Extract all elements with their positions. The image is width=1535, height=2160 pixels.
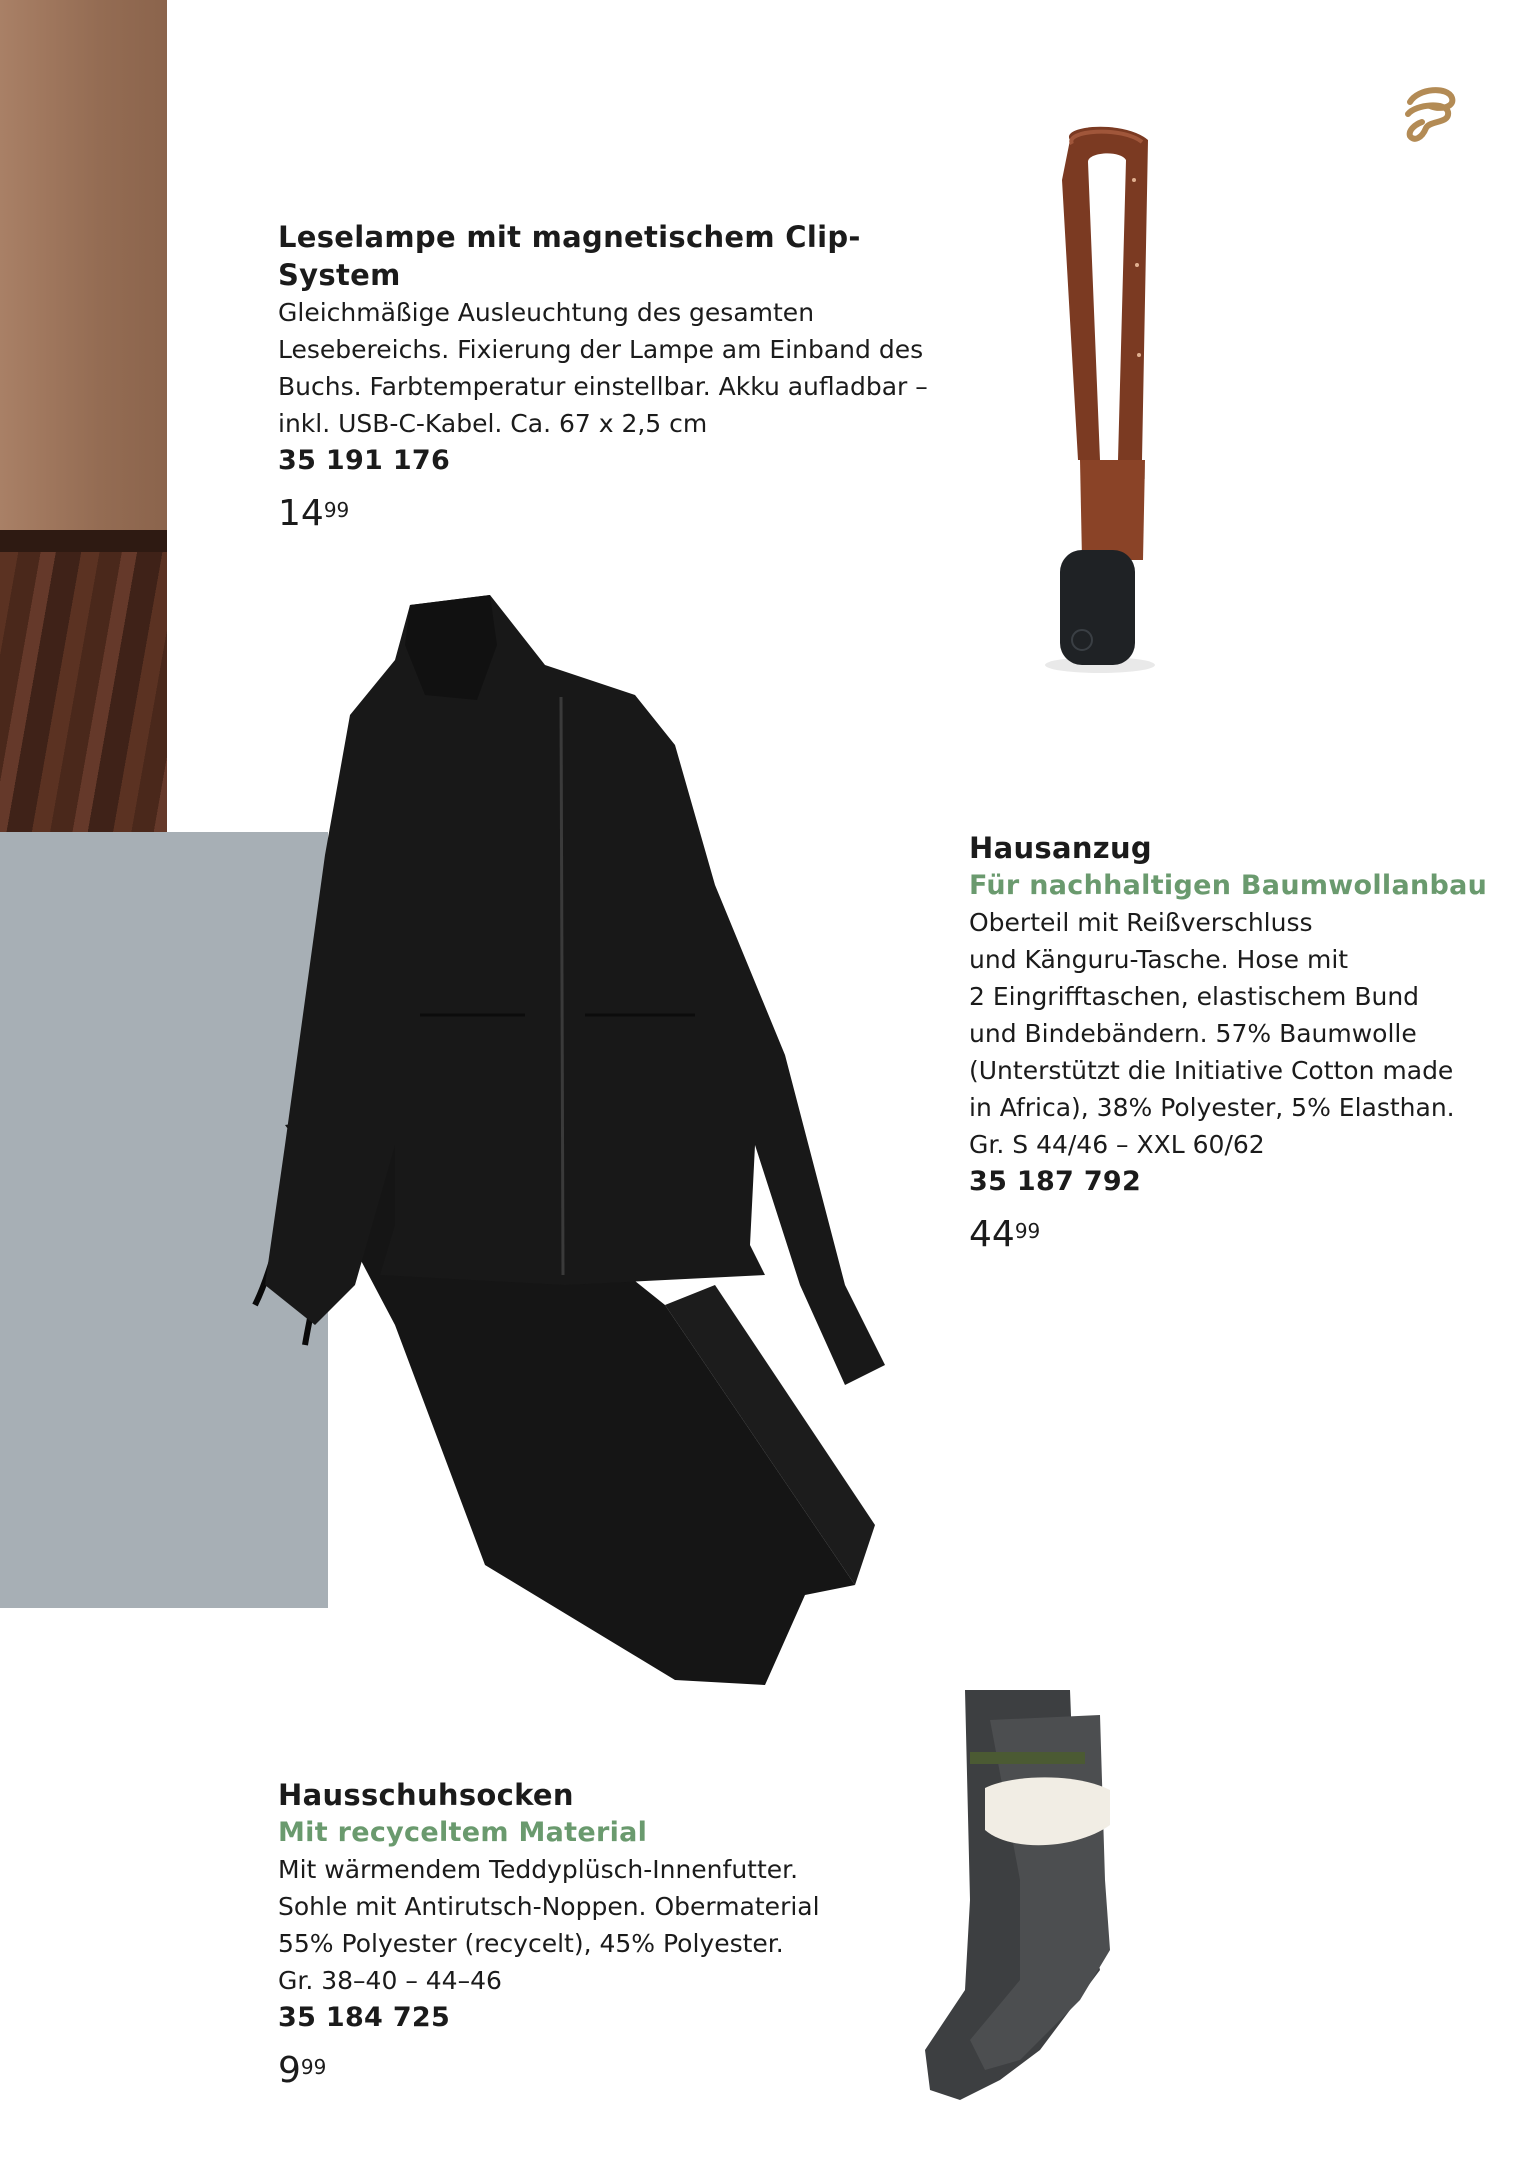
price-cents: 99 (1014, 1219, 1041, 1243)
product-description-line: Buchs. Farbtemperatur einstellbar. Akku aufladbar – (278, 372, 928, 401)
product-title: Hausschuhsocken (278, 1778, 574, 1812)
product-description-line: und Bindebändern. 57% Baumwolle (969, 1019, 1417, 1048)
product-description-line: 55% Polyester (recycelt), 45% Polyester. (278, 1929, 784, 1958)
product-description-line: 2 Eingrifftaschen, elastischem Bund (969, 982, 1420, 1011)
price-cents: 99 (323, 498, 350, 522)
price-main: 14 (278, 493, 324, 534)
product-title: Hausanzug (969, 831, 1152, 865)
tracksuit-image (245, 585, 925, 1715)
price-cents: 99 (300, 2055, 327, 2079)
tchibo-swirl-logo (1400, 80, 1460, 150)
product-description-line: Gleichmäßige Ausleuchtung des gesamten (278, 298, 815, 327)
product-description-line: Oberteil mit Reißverschluss (969, 908, 1313, 937)
product-description-line: Mit wärmendem Teddyplüsch-Innenfutter. (278, 1855, 799, 1884)
price (278, 494, 938, 534)
product-description-line: Lesebereichs. Fixierung der Lampe am Einband des (278, 335, 924, 364)
product-tracksuit (969, 829, 1489, 1255)
product-description-line: (Unterstützt die Initiative Cotton made (969, 1056, 1454, 1085)
article-number: 35 187 792 (969, 1166, 1142, 1197)
price-main: 9 (278, 2050, 301, 2091)
product-description-line: Gr. S 44/46 – XXL 60/62 (969, 1130, 1265, 1159)
product-description-line: Sohle mit Antirutsch-Noppen. Obermaterial (278, 1892, 820, 1921)
product-title: Leselampe mit magnetischem Clip-System (278, 220, 861, 292)
product-description-line: und Känguru-Tasche. Hose mit (969, 945, 1349, 974)
product-description-line: in Africa), 38% Polyester, 5% Elasthan. (969, 1093, 1455, 1122)
product-socks (278, 1776, 838, 2091)
article-number: 35 191 176 (278, 445, 451, 476)
product-description-line: inkl. USB-C-Kabel. Ca. 67 x 2,5 cm (278, 409, 708, 438)
article-number: 35 184 725 (278, 2002, 451, 2033)
slipper-socks-image (870, 1680, 1130, 2100)
reading-lamp-image (1030, 120, 1180, 680)
price-main: 44 (969, 1214, 1015, 1255)
price (969, 1215, 1489, 1255)
product-description-line: Gr. 38–40 – 44–46 (278, 1966, 502, 1995)
product-subtitle: Mit recyceltem Material (278, 1817, 648, 1848)
price (278, 2051, 838, 2091)
product-lamp (278, 218, 938, 534)
product-subtitle: Für nachhaltigen Baumwollanbau (969, 870, 1488, 901)
